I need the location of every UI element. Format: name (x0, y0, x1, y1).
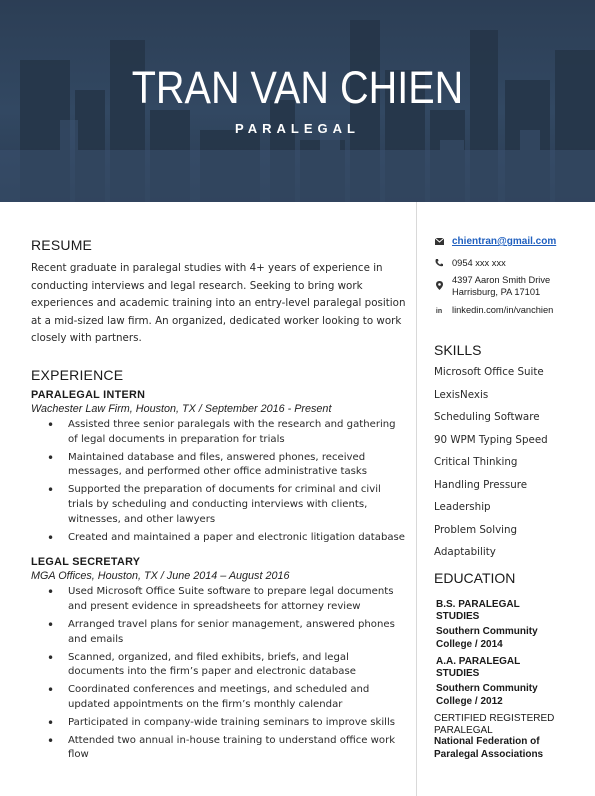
job-bullet: • Attended two annual in-house training to understand office work flow (47, 733, 396, 761)
envelope-icon (434, 237, 444, 247)
school-info: Southern Community College / 2014 (436, 626, 538, 650)
skill-item: 90 WPM Typing Speed (434, 433, 548, 446)
location-pin-icon (434, 281, 444, 291)
job-title: LEGAL SECRETARY (31, 556, 141, 569)
phone-icon (434, 259, 444, 269)
degree-title: B.S. PARALEGAL (436, 599, 520, 610)
candidate-name: TRAN VAN CHIEN (131, 62, 464, 113)
certification-org: Paralegal Associations (434, 748, 544, 760)
job-bullet: • Used Microsoft Office Suite software to prepare legal documents and present evidence in spreadsheets for attorney review (47, 585, 394, 613)
job-entry (31, 389, 407, 545)
job-bullet: • Assisted three senior paralegals with the research and gathering of legal documents in preparation for trials (47, 417, 396, 445)
resume-summary: Recent graduate in paralegal studies with 4+ years of experience in conducting interviews and legal research. Seeking to bring work experiences and academic training into an entry-level paralegal position at a mid-sized law firm. An organized, dedicated worker looking to work closely with partners. (31, 262, 406, 345)
job-bullets (31, 585, 407, 763)
skill-item: LexisNexis (434, 388, 489, 401)
job-meta: Wachester Law Firm, Houston, TX / September 2016 - Present (31, 402, 332, 415)
address-line-2: Harrisburg, PA 17101 (452, 286, 541, 297)
job-bullet: • Arranged travel plans for senior management, answered phones and emails (47, 617, 395, 645)
skills-heading: SKILLS (434, 342, 482, 358)
contact-phone-row (434, 258, 506, 270)
job-title: PARALEGAL INTERN (31, 388, 146, 401)
skill-item: Problem Solving (434, 523, 518, 536)
job-bullet: • Maintained database and files, answered phones, received messages, and performed other office administrative tasks (47, 450, 368, 478)
resume-heading: RESUME (31, 237, 93, 253)
degree-title: STUDIES (436, 610, 480, 622)
column-divider (416, 202, 417, 796)
job-meta: MGA Offices, Houston, TX / June 2014 – August 2016 (31, 570, 290, 583)
linkedin-url[interactable]: linkedin.com/in/vanchien (452, 305, 554, 315)
contact-address-row (434, 275, 550, 298)
job-bullet: • Scanned, organized, and filed exhibits, briefs, and legal documents into the firm’s paper and electronic database (47, 650, 356, 678)
experience-heading: EXPERIENCE (31, 366, 124, 383)
skills-list (434, 365, 548, 568)
skill-item: Handling Pressure (434, 478, 528, 491)
phone-number: 0954 xxx xxx (452, 258, 506, 268)
school-info: Southern Community College / 2012 (436, 683, 538, 707)
contact-email-row (434, 236, 556, 248)
linkedin-icon: in (435, 308, 443, 315)
job-entry (31, 556, 407, 763)
certification-title: CERTIFIED REGISTERED (434, 713, 555, 724)
skill-item: Scheduling Software (434, 411, 540, 423)
main-column (31, 237, 407, 766)
candidate-role: PARALEGAL (235, 121, 360, 136)
certification-title: PARALEGAL (434, 724, 493, 736)
skill-item: Adaptability (434, 546, 496, 558)
education-heading: EDUCATION (434, 570, 516, 586)
degree-title: A.A. PARALEGAL (436, 656, 521, 667)
degree-title: STUDIES (436, 667, 480, 679)
skill-item: Leadership (434, 501, 491, 513)
address-line-1: 4397 Aaron Smith Drive (452, 275, 551, 285)
contact-linkedin-row (434, 305, 553, 317)
certification-org: National Federation of (434, 736, 540, 748)
header-banner (0, 0, 595, 202)
job-bullets (31, 418, 407, 545)
education-entry (436, 656, 538, 706)
job-bullet: • Created and maintained a paper and electronic litigation database (47, 530, 406, 545)
job-bullet: • Participated in company-wide training seminars to improve skills (47, 715, 396, 730)
job-bullet: • Coordinated conferences and meetings, and scheduled and updated appointments on the firm’s monthly calendar (47, 683, 370, 710)
certification-entry (434, 713, 554, 761)
job-bullet: • Supported the preparation of documents for criminal and civil trials by scheduling and conducting interviews with clients, witnesses, and other lawyers (47, 483, 381, 525)
skill-item: Microsoft Office Suite (434, 366, 544, 378)
education-entry (436, 599, 538, 649)
email-link[interactable]: chientran@gmail.com (452, 236, 557, 247)
skill-item: Critical Thinking (434, 456, 518, 468)
